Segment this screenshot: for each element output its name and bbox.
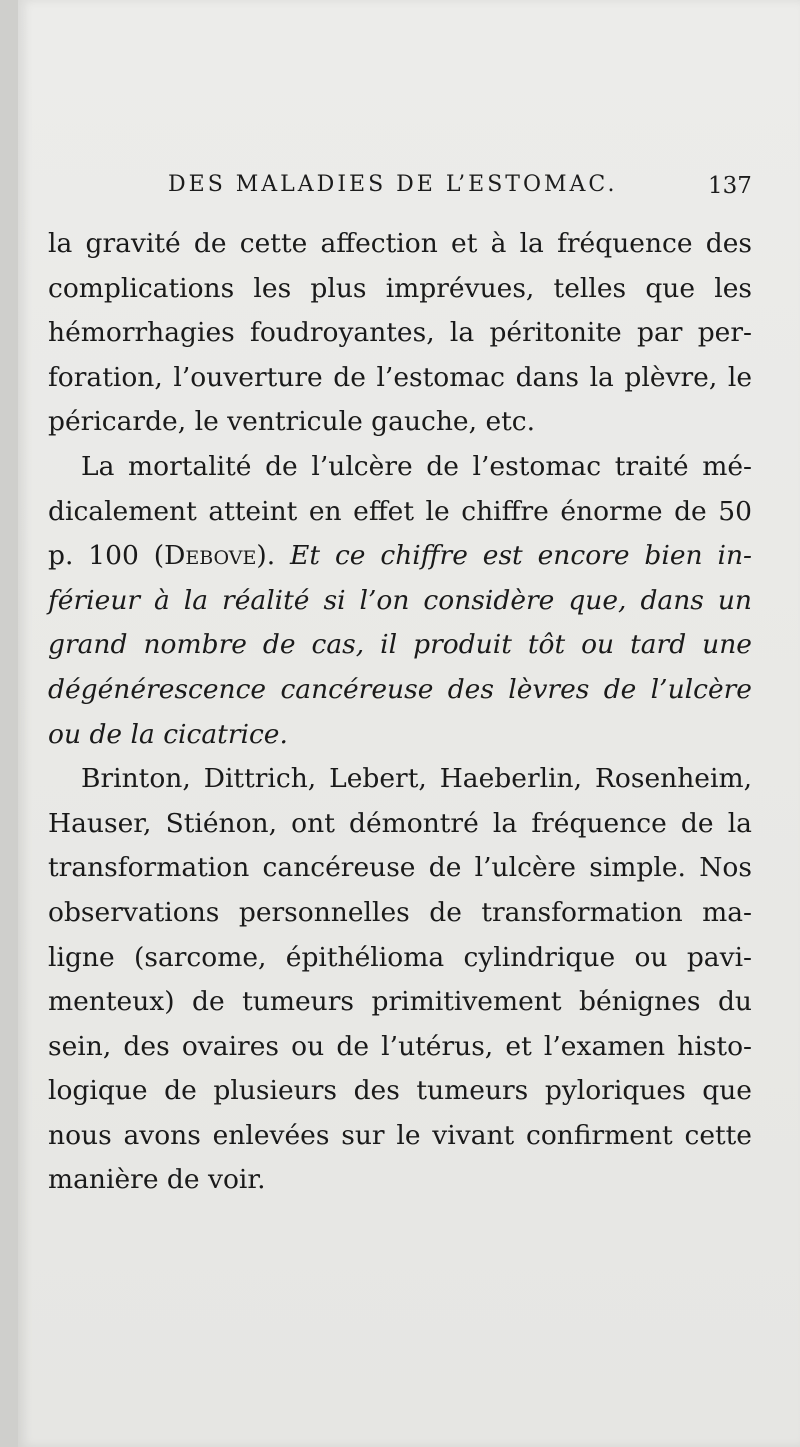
paragraph-2-close: ). bbox=[256, 540, 291, 572]
paragraph-2-lead: La mortalité de l’ulcère de l’estomac traité mé-dicalement atteint en effet le chiffre énorme de 50 p. 100 ( bbox=[48, 450, 752, 572]
cited-author: Debove bbox=[164, 540, 257, 572]
paragraph-2-italic: Et ce chiffre est encore bien in-férieur à la réalité si l’on considère que, dans un grand nombre de cas, il produit tôt ou tard une dégénérescence cancéreuse des lèvres de l’ulcère ou de la cicatrice. bbox=[48, 540, 752, 750]
paragraph-1: la gravité de cette affection et à la fréquence des complications les plus imprévues, telles que les hémorrhagies foudroyantes, la péritonite par per-foration, l’ouverture de l’estomac dans la plèvre, le péricarde, le ventricule gauche, etc. bbox=[48, 228, 752, 438]
body-text bbox=[48, 222, 752, 1203]
running-title: DES MALADIES DE L’ESTOMAC. bbox=[168, 172, 618, 197]
scan-margin bbox=[0, 0, 18, 1447]
running-head bbox=[0, 172, 800, 212]
paragraph-2 bbox=[48, 445, 752, 757]
paragraph-3: Brinton, Dittrich, Lebert, Haeberlin, Rosenheim, Hauser, Stiénon, ont démontré la fréquence de la transformation cancéreuse de l’ulcère simple. Nos observations personnelles de transformation ma-ligne (sarcome, épithélioma cylindrique ou pavi-menteux) de tumeurs primitivement bénignes du sein, des ovaires ou de l’utérus, et l’examen histo-logique de plusieurs des tumeurs pyloriques que nous avons enlevées sur le vivant confirment cette manière de voir. bbox=[48, 763, 752, 1196]
page-number: 137 bbox=[708, 173, 752, 199]
